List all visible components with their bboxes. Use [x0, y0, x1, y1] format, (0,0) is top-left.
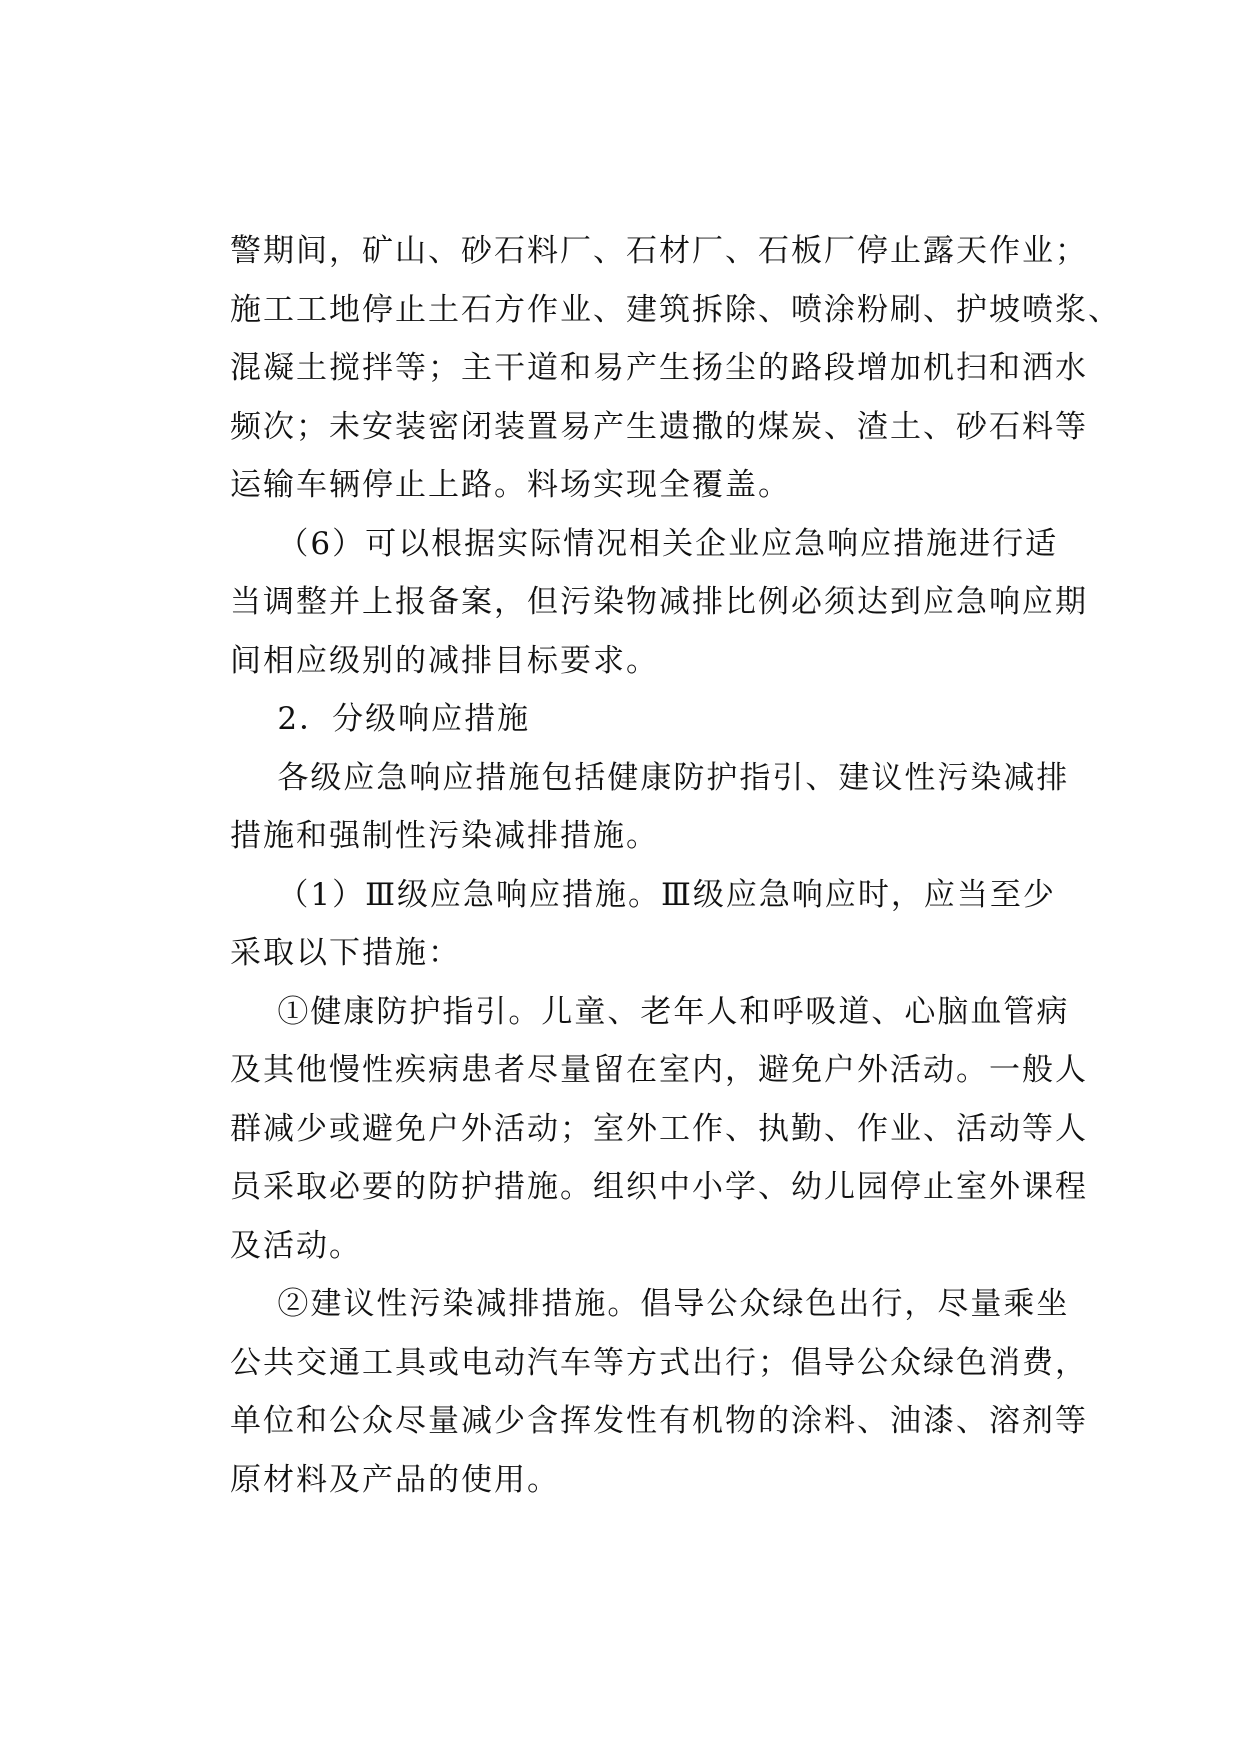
text-line: 当调整并上报备案，但污染物减排比例必须达到应急响应期	[230, 584, 1088, 620]
text-line: 单位和公众尽量减少含挥发性有机物的涂料、油漆、溶剂等	[230, 1403, 1088, 1439]
text-line: 原材料及产品的使用。	[230, 1461, 560, 1498]
text-line: （1）Ⅲ级应急响应措施。Ⅲ级应急响应时，应当至少	[230, 876, 1056, 913]
text-line: 员采取必要的防护措施。组织中小学、幼儿园停止室外课程	[230, 1169, 1088, 1205]
text-line: 警期间，矿山、砂石料厂、石材厂、石板厂停止露天作业；	[230, 233, 1088, 269]
text-line: 措施和强制性污染减排措施。	[230, 818, 659, 854]
document-body	[230, 222, 1121, 1509]
text-line: 2．分级响应措施	[230, 701, 531, 737]
text-line: 频次；未安装密闭装置易产生遗撒的煤炭、渣土、砂石料等	[230, 408, 1088, 445]
text-line: 群减少或避免户外活动；室外工作、执勤、作业、活动等人	[230, 1110, 1088, 1147]
text-line: 间相应级别的减排目标要求。	[230, 642, 659, 679]
text-line: ②建议性污染减排措施。倡导公众绿色出行，尽量乘坐	[230, 1286, 1070, 1322]
text-line: 公共交通工具或电动汽车等方式出行；倡导公众绿色消费，	[230, 1344, 1088, 1381]
text-line: 各级应急响应措施包括健康防护指引、建议性污染减排	[230, 759, 1070, 796]
text-line: ①健康防护指引。儿童、老年人和呼吸道、心脑血管病	[230, 993, 1070, 1030]
text-line: 施工工地停止土石方作业、建筑拆除、喷涂粉刷、护坡喷浆、	[230, 291, 1121, 328]
text-line: 运输车辆停止上路。料场实现全覆盖。	[230, 467, 791, 503]
text-line: 及其他慢性疾病患者尽量留在室内，避免户外活动。一般人	[230, 1052, 1088, 1088]
text-line: （6）可以根据实际情况相关企业应急响应措施进行适	[230, 525, 1059, 562]
text-line: 及活动。	[230, 1227, 362, 1264]
text-line: 采取以下措施：	[230, 935, 461, 971]
text-line: 混凝土搅拌等；主干道和易产生扬尘的路段增加机扫和洒水	[230, 350, 1088, 386]
